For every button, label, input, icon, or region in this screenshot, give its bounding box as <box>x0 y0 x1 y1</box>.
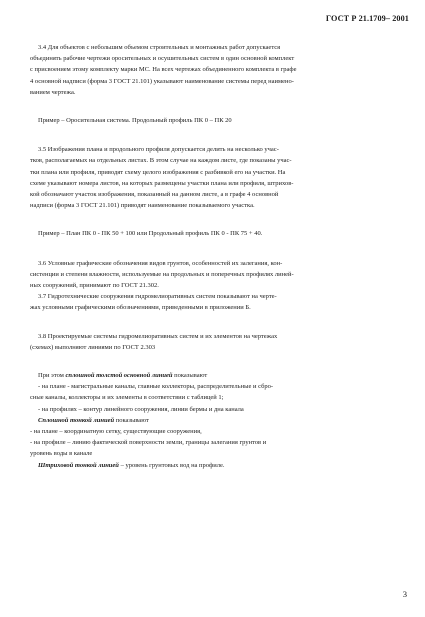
text-line: 3.7 Гидротехнические сооружения гидромелиоративных систем показывают на черте- <box>38 293 277 301</box>
text-line: 3.8 Проектируемые системы гидромелиоративных систем и их элементов на чертежах <box>38 332 278 340</box>
text-line: 3.6 Условные графические обозначения видов грунтов, особенностей их залегания, кон- <box>38 259 283 267</box>
text-line: надписи (форма 3 ГОСТ 21.101) приводят наименование показываемого участка. <box>30 202 255 210</box>
thick-line-list <box>30 381 398 415</box>
list-item: - на профилях – контур линейного сооружения, линии бермы и дна канала <box>38 405 244 413</box>
thin-line-list <box>30 426 398 460</box>
thin-line-term: Сплошной тонкой линией <box>38 416 115 424</box>
dashed-line-post: – уровень грунтовых вод на профиле. <box>120 461 225 469</box>
dashed-line-term: Штриховой тонкой линией <box>38 461 119 469</box>
thick-line-post: показывают <box>174 372 208 380</box>
dashed-line-intro <box>30 460 398 471</box>
thick-line-intro <box>30 370 398 381</box>
example-1: Пример – Оросительная система. Продольный профиль ПК 0 – ПК 20 <box>38 117 232 125</box>
page-number: 3 <box>402 589 407 599</box>
list-item: - на плане - магистральные каналы, главные коллекторы, распределительные и сбро- <box>38 383 274 391</box>
document-body <box>30 42 398 471</box>
thick-line-pre: При этом <box>38 372 64 380</box>
list-item: - на плане – координатную сетку, существующие сооружения, <box>30 428 202 436</box>
thin-line-intro <box>30 415 398 426</box>
list-item: - на профиле – линию фактической поверхности земли, границы залегания грунтов и <box>30 439 267 447</box>
text-line: схеме указывают номера листов, на которых размещены участки плана или профиля, штрихов- <box>30 179 294 187</box>
text-line: (схемах) выполняют линиями по ГОСТ 2.303 <box>30 343 156 351</box>
list-item: уровень воды в канале <box>30 450 93 458</box>
text-line: ванием чертежа. <box>30 88 76 96</box>
paragraph-3-7 <box>30 291 398 313</box>
text-line: тков, располагаемых на отдельных листах. В этом случае на каждом листе, где показаны учас- <box>30 157 292 165</box>
paragraph-3-5 <box>30 144 398 211</box>
text-line: систенции и степени влажности, используемые на продольных и поперечных профилях линей- <box>30 270 294 278</box>
text-line: 3.4 Для объектов с небольшим объемом строительных и монтажных работ допускается <box>38 44 281 51</box>
paragraph-3-4 <box>30 42 398 98</box>
example-2: Пример – План ПК 0 - ПК 50 + 100 или Продольный профиль ПК 0 - ПК 75 + 40. <box>38 230 263 238</box>
thick-line-term: сплошной толстой основной линией <box>65 372 173 380</box>
thin-line-post: показывают <box>115 416 149 424</box>
text-line: ных сооружений, принимают по ГОСТ 21.302. <box>30 282 159 290</box>
text-line: тки плана или профиля, приводят схему целого изображения с разбивкой его на участки. На <box>30 168 286 176</box>
text-line: 3.5 Изображения плана и продольного профиля допускается делить на несколько учас- <box>38 146 279 154</box>
paragraph-3-8 <box>30 331 398 353</box>
document-header: ГОСТ Р 21.1709– 2001 <box>325 14 409 23</box>
text-line: с присвоением этому комплекту марки МС. На всех чертежах объединенного комплекта в графе <box>30 66 297 74</box>
paragraph-3-6 <box>30 258 398 292</box>
text-line: объединять рабочие чертежи оросительных и осушительных систем в один основной комплект <box>30 55 295 63</box>
list-item: сные каналы, коллекторы и их элементы в соответствии с таблицей 1; <box>30 394 224 402</box>
text-line: 4 основной надписи (форма 3 ГОСТ 21.101) указывают наименование системы перед наимено- <box>30 77 294 85</box>
text-line: кой обозначают участок изображения, показанный на данном листе, а в графе 4 основной <box>30 191 279 199</box>
text-line: жах условными графическими обозначениями, приведенными в приложении Б. <box>30 304 251 312</box>
